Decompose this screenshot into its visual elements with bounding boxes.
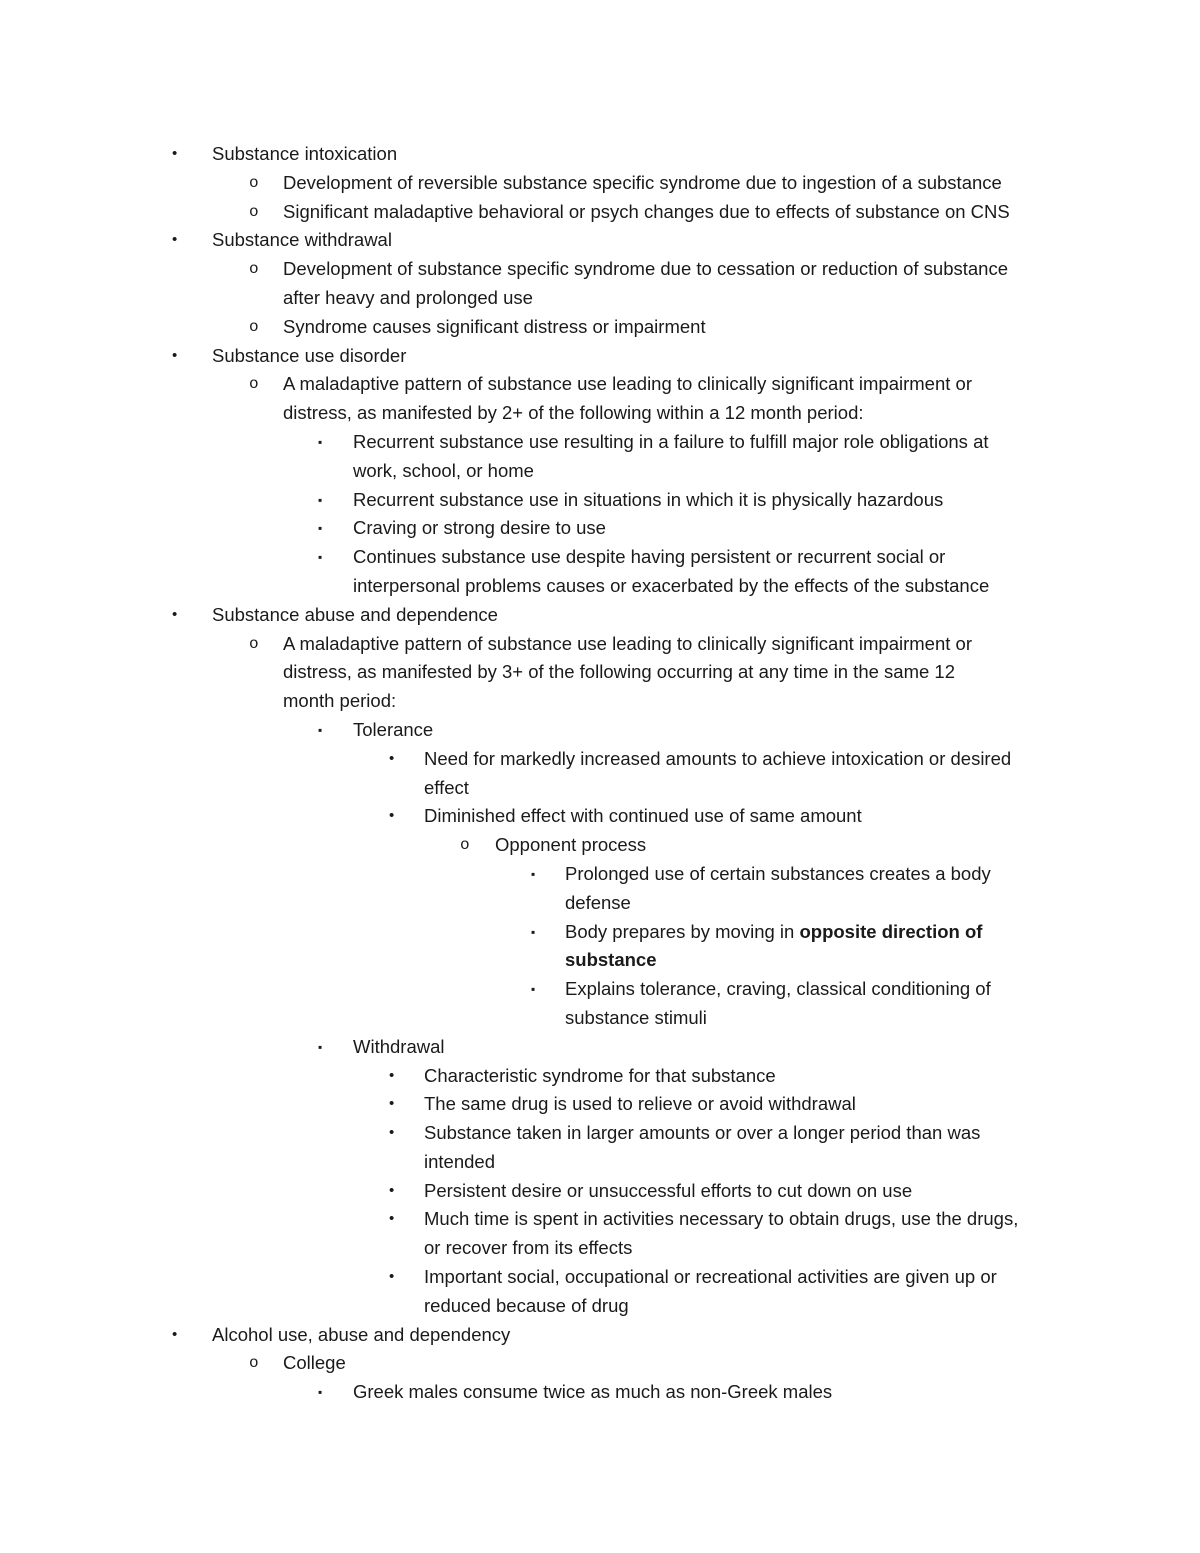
square-bullet: ▪ [531,982,536,997]
list-item [0,255,1200,284]
circle-bullet: o [249,317,259,336]
list-item-text: distress, as manifested by 3+ of the following occurring at any time in the same 12 [283,661,955,683]
disc-bullet: • [172,145,178,162]
circle-bullet: o [249,260,259,279]
list-item [0,802,1200,831]
list-item-text: Much time is spent in activities necessary to obtain drugs, use the drugs, [424,1208,1019,1230]
list-item [0,1119,1200,1148]
circle-bullet: o [249,634,259,653]
list-item [0,601,1200,630]
list-item [0,1177,1200,1206]
list-item-text: Substance taken in larger amounts or over a longer period than was [424,1122,981,1144]
list-item [0,1349,1200,1378]
disc-bullet: • [172,346,178,364]
list-item-text: after heavy and prolonged use [283,286,533,308]
list-item-text: intended [424,1150,495,1172]
circle-bullet: o [249,173,259,192]
bullet-list [0,140,1200,1407]
circle-bullet: o [249,1354,259,1373]
square-bullet: ▪ [531,866,536,881]
list-item [0,169,1200,198]
disc-bullet: • [389,1066,395,1084]
circle-bullet: o [249,375,259,394]
square-bullet: ▪ [531,924,536,939]
list-item-text: interpersonal problems causes or exacerbated by the effects of the substance [353,574,990,596]
bold-text: opposite direction of [799,920,983,942]
list-item-text: Persistent desire or unsuccessful efforts to cut down on use [424,1179,913,1201]
disc-bullet: • [389,807,395,825]
list-item-text: defense [565,891,631,913]
disc-bullet: • [389,1181,395,1199]
list-item-continuation [0,774,1200,803]
disc-bullet: • [389,1268,395,1286]
list-item [0,1033,1200,1062]
list-item-continuation [0,1292,1200,1321]
list-item-continuation [0,399,1200,428]
list-item-text: Opponent process [495,834,647,856]
list-item-text: reduced because of drug [424,1294,629,1316]
list-item [0,313,1200,342]
list-item-continuation [0,457,1200,486]
list-item [0,428,1200,457]
list-item-continuation [0,1234,1200,1263]
list-item-text: or recover from its effects [424,1237,633,1259]
list-item-text: distress, as manifested by 2+ of the following within a 12 month period: [283,402,864,424]
list-item [0,370,1200,399]
list-item-continuation [0,658,1200,687]
disc-bullet: • [172,231,178,249]
list-item-text: Recurrent substance use in situations in which it is physically hazardous [353,488,944,510]
list-item [0,514,1200,543]
list-item [0,975,1200,1004]
list-item-continuation [0,572,1200,601]
list-item-text: month period: [283,690,397,712]
list-item [0,342,1200,371]
list-item [0,1205,1200,1234]
list-item-text: Explains tolerance, craving, classical conditioning of [565,978,991,1000]
list-item [0,226,1200,255]
disc-bullet: • [172,1325,178,1343]
square-bullet: ▪ [318,550,323,565]
plain-text: Body prepares by moving in [565,920,800,942]
list-item-text: Substance use disorder [212,344,407,366]
disc-bullet: • [389,1124,395,1142]
disc-bullet: • [172,605,178,623]
circle-bullet: o [249,202,259,221]
list-item-text: Prolonged use of certain substances creates a body [565,862,991,884]
list-item-text: Syndrome causes significant distress or impairment [283,315,706,337]
list-item-text: Significant maladaptive behavioral or psych changes due to effects of substance on CNS [283,200,1010,222]
list-item-continuation [0,284,1200,313]
list-item-continuation [0,687,1200,716]
list-item [0,1090,1200,1119]
list-item-text: A maladaptive pattern of substance use leading to clinically significant impairment or [283,632,972,654]
circle-bullet: o [460,836,470,855]
disc-bullet: • [389,1210,395,1228]
list-item-text: Development of reversible substance specific syndrome due to ingestion of a substance [283,171,1002,193]
list-item [0,918,1200,947]
list-item-text: substance stimuli [565,1006,707,1028]
list-item [0,198,1200,227]
square-bullet: ▪ [318,434,323,449]
square-bullet: ▪ [318,722,323,737]
disc-bullet: • [389,749,395,767]
list-item [0,860,1200,889]
list-item [0,745,1200,774]
disc-bullet: • [389,1095,395,1113]
square-bullet: ▪ [318,521,323,536]
list-item-continuation [0,889,1200,918]
list-item-text: Withdrawal [353,1035,445,1057]
list-item-text: Diminished effect with continued use of same amount [424,805,862,827]
list-item [0,1321,1200,1350]
list-item-text: Substance abuse and dependence [212,603,498,625]
list-item [0,630,1200,659]
list-item-text: Substance intoxication [212,143,398,164]
list-item-text: Craving or strong desire to use [353,517,606,539]
list-item-text: A maladaptive pattern of substance use leading to clinically significant impairment or [283,373,972,395]
list-item-text: Important social, occupational or recreational activities are given up or [424,1266,997,1288]
list-item [0,716,1200,745]
square-bullet: ▪ [318,1039,323,1054]
list-item-continuation [0,1148,1200,1177]
list-item-text: Tolerance [353,718,434,740]
square-bullet: ▪ [318,1385,323,1400]
list-item [0,486,1200,515]
list-item-text: Need for markedly increased amounts to achieve intoxication or desired [424,747,1012,769]
list-item-text: Development of substance specific syndrome due to cessation or reduction of substance [283,258,1008,280]
list-item-text: Recurrent substance use resulting in a failure to fulfill major role obligations at [353,430,989,452]
list-item-text [565,918,982,947]
list-item [0,1263,1200,1292]
list-item-text: Alcohol use, abuse and dependency [212,1323,511,1345]
list-item [0,140,1200,169]
list-item-text: The same drug is used to relieve or avoid withdrawal [424,1093,856,1115]
list-item-text: work, school, or home [353,459,534,481]
list-item-continuation [0,946,1200,975]
list-item-text: effect [424,776,469,798]
square-bullet: ▪ [318,492,323,507]
list-item-continuation [0,1004,1200,1033]
list-item-text: College [283,1352,346,1374]
list-item [0,831,1200,860]
list-item-text: Characteristic syndrome for that substance [424,1064,776,1086]
list-item-text: Continues substance use despite having persistent or recurrent social or [353,546,946,568]
list-item-text: Greek males consume twice as much as non-Greek males [353,1381,833,1403]
list-item-text: Substance withdrawal [212,229,392,251]
bold-text: substance [565,949,657,971]
list-item [0,1062,1200,1091]
list-item [0,543,1200,572]
list-item [0,1378,1200,1407]
